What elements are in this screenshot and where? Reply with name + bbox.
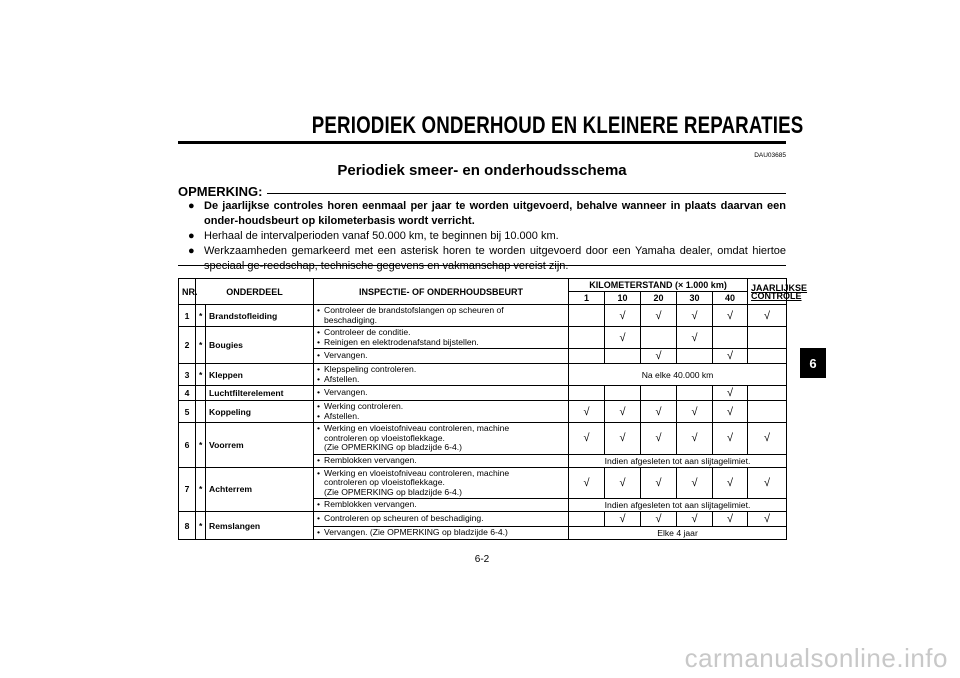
km-col-header: 10 [605,292,641,305]
check-cell: √ [605,401,641,423]
check-cell: √ [569,423,605,455]
row-number: 1 [179,305,196,327]
table-row [179,364,787,386]
interval-text: Indien afgesleten tot aan slijtagelimiet. [569,499,787,512]
check-cell: √ [641,467,677,499]
note-item [188,244,786,274]
check-cell: √ [605,467,641,499]
bullet-icon: ● [188,200,195,212]
table-row [179,386,787,401]
bullet-icon: ● [188,230,195,242]
note-rule [256,193,786,194]
note-label: OPMERKING: [178,184,267,199]
bullet-icon: • [317,305,321,315]
check-cell: √ [713,401,748,423]
note-text: Herhaal de intervalperioden vanaf 50.000 km, te beginnen bij 10.000 km. [204,230,559,242]
interval-text: Indien afgesleten tot aan slijtagelimiet. [569,454,787,467]
empty-asterisk-cell [196,386,206,401]
check-cell: √ [641,423,677,455]
inspection-cell: • Remblokken vervangen. [314,499,569,512]
check-cell [569,512,605,527]
check-cell: √ [677,327,713,349]
chapter-tab: 6 [800,348,826,378]
note-item [188,199,786,229]
annual-header-line2: CONTROLE [751,290,802,301]
check-cell: √ [677,512,713,527]
row-number: 8 [179,512,196,540]
km-col-header: 20 [641,292,677,305]
part-name: Bougies [206,327,314,364]
check-cell: √ [641,305,677,327]
check-cell [713,327,748,349]
note-bottom-rule [178,265,786,266]
col-annual-header [748,279,808,305]
check-cell: √ [605,327,641,349]
check-cell: √ [713,512,748,527]
row-number: 4 [179,386,196,401]
check-cell: √ [677,423,713,455]
inspection-cell: • Controleer de conditie. • Reinigen en elektrodenafstand bijstellen. [314,327,569,349]
col-part-header: ONDERDEEL [196,279,314,305]
row-number: 5 [179,401,196,423]
table-row [179,327,787,349]
check-cell: √ [641,401,677,423]
table-row [179,467,787,499]
check-cell [605,349,641,364]
maintenance-schedule-table [178,278,808,540]
check-cell [677,386,713,401]
dealer-asterisk: * [196,364,206,386]
part-name: Achterrem [206,467,314,512]
check-cell [569,349,605,364]
check-cell: √ [748,305,787,327]
check-cell [748,401,787,423]
check-cell: √ [748,467,787,499]
note-list [188,199,786,274]
table-row [179,401,787,423]
part-name: Voorrem [206,423,314,468]
inspection-cell: • Controleren op scheuren of beschadiging. [314,512,569,527]
col-nr-header: NR. [179,279,196,305]
inspection-cell: • Werking en vloeistofniveau controleren, machine controleren op vloeistoflekkage. (Zie OPMERKING op bladzijde 6-4.) [314,467,569,499]
km-col-header: 40 [713,292,748,305]
check-cell: √ [713,467,748,499]
interval-text: Elke 4 jaar [569,527,787,540]
row-number: 6 [179,423,196,468]
check-cell: √ [605,305,641,327]
inspection-cell: • Controleer de brandstofslangen op scheuren of beschadiging. [314,305,569,327]
part-name: Remslangen [206,512,314,540]
part-name: Luchtfilterelement [206,386,314,401]
inspection-cell: • Klepspeling controleren. • Afstellen. [314,364,569,386]
part-name: Koppeling [206,401,314,423]
interval-text: Na elke 40.000 km [569,364,787,386]
note-text: De jaarlijkse controles horen eenmaal per jaar te worden uitgevoerd, behalve wanneer in plaats daarvan een onder-houdsbeurt op kilometerbasis wordt verricht. [204,200,786,227]
check-cell: √ [677,305,713,327]
page-header-title: PERIODIEK ONDERHOUD EN KLEINERE REPARATIES [311,112,804,139]
check-cell [569,305,605,327]
part-name: Kleppen [206,364,314,386]
part-name: Brandstofleiding [206,305,314,327]
check-cell: √ [713,349,748,364]
check-cell [677,349,713,364]
note-heading [178,184,786,200]
table-row [179,305,787,327]
section-title: Periodiek smeer- en onderhoudsschema [337,162,627,179]
watermark: carmanualsonline.info [684,643,948,673]
dealer-asterisk: * [196,512,206,540]
km-col-header: 30 [677,292,713,305]
table-row [179,512,787,527]
header-rule [178,141,786,144]
check-cell [569,386,605,401]
check-cell: √ [748,423,787,455]
check-cell [605,386,641,401]
check-cell [748,349,787,364]
dealer-asterisk: * [196,327,206,364]
dealer-asterisk: * [196,423,206,468]
check-cell [748,327,787,349]
page-number: 6-2 [474,554,490,565]
dealer-asterisk: * [196,305,206,327]
check-cell: √ [569,467,605,499]
check-cell: √ [677,401,713,423]
empty-asterisk-cell [196,401,206,423]
dealer-asterisk: * [196,467,206,512]
document-code: DAU03685 [754,152,786,159]
check-cell [569,327,605,349]
check-cell: √ [569,401,605,423]
note-item [188,229,786,244]
annual-header-line1: JAARLIJKSE [751,282,808,293]
check-cell: √ [605,423,641,455]
row-number: 2 [179,327,196,364]
table-row [179,423,787,455]
check-cell: √ [641,349,677,364]
check-cell [641,327,677,349]
note-text: Werkzaamheden gemarkeerd met een asterisk horen te worden uitgevoerd door een Yamaha dealer, omdat hiertoe speciaal ge-reedschap, technische gegevens en vakmanschap vereist zijn. [204,245,786,272]
check-cell: √ [748,512,787,527]
inspection-cell: • Werking controleren. • Afstellen. [314,401,569,423]
check-cell [641,386,677,401]
row-number: 3 [179,364,196,386]
km-col-header: 1 [569,292,605,305]
col-km-header: KILOMETERSTAND (× 1.000 km) [569,279,748,292]
inspection-cell: • Werking en vloeistofniveau controleren, machine controleren op vloeistoflekkage. (Zie OPMERKING op bladzijde 6-4.) [314,423,569,455]
inspection-cell: • Remblokken vervangen. [314,454,569,467]
check-cell: √ [713,386,748,401]
inspection-cell: • Vervangen. (Zie OPMERKING op bladzijde 6-4.) [314,527,569,540]
check-cell: √ [713,305,748,327]
header-row [179,279,787,292]
check-cell: √ [605,512,641,527]
check-cell: √ [677,467,713,499]
check-cell: √ [713,423,748,455]
check-cell: √ [641,512,677,527]
inspection-cell: • Vervangen. [314,349,569,364]
col-inspection-header: INSPECTIE- OF ONDERHOUDSBEURT [314,279,569,305]
inspection-cell: • Vervangen. [314,386,569,401]
row-number: 7 [179,467,196,512]
check-cell [748,386,787,401]
bullet-icon: ● [188,245,195,257]
